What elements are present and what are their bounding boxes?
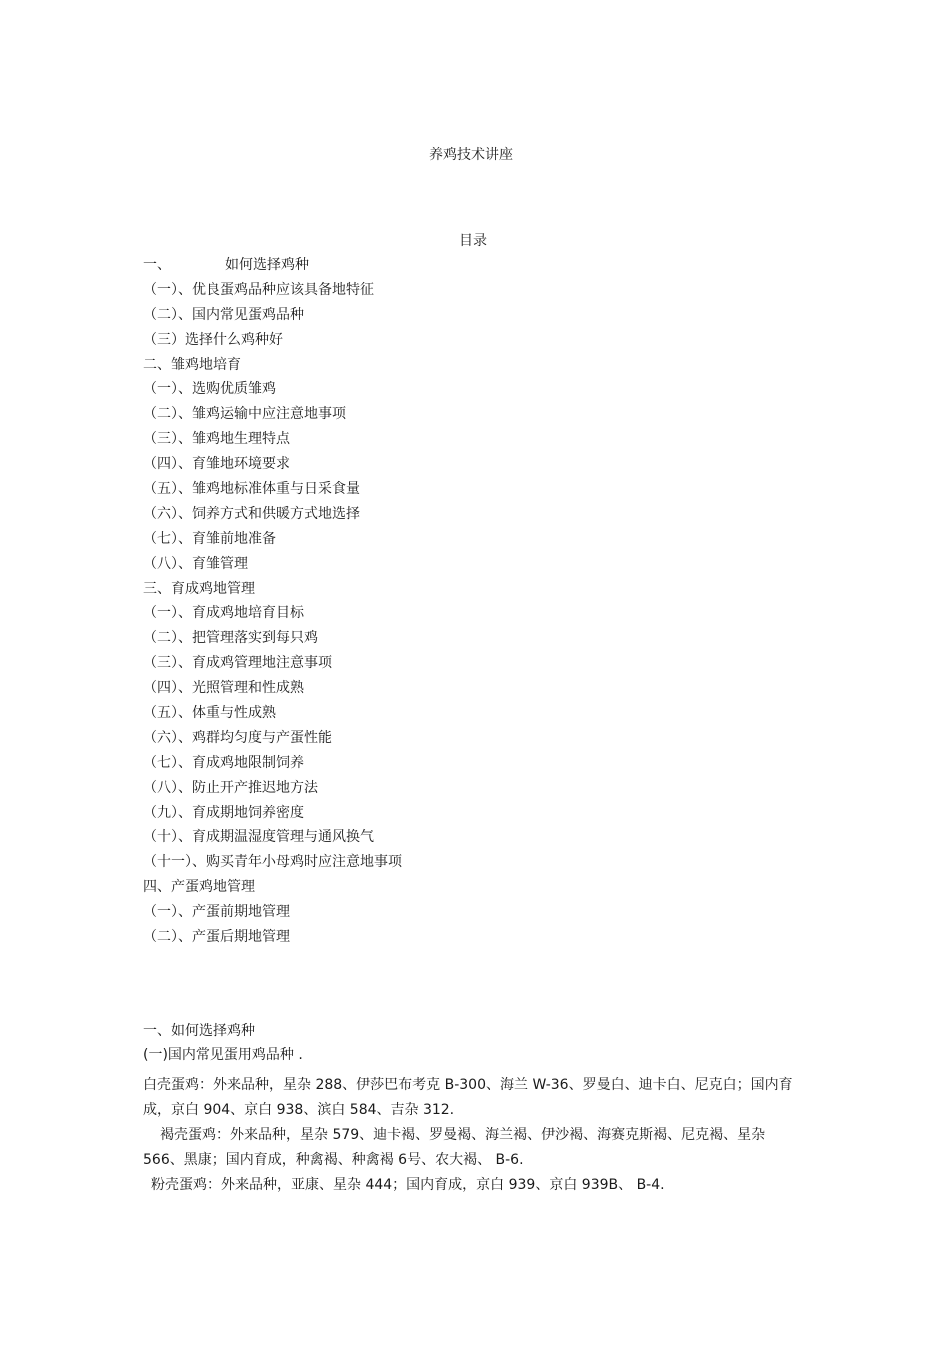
section-heading: 一、如何选择鸡种 (143, 1023, 255, 1039)
toc-item: （二）、雏鸡运输中应注意地事项 (143, 406, 346, 423)
toc-item: （八）、育雏管理 (143, 555, 248, 572)
toc-item: （九）、育成期地饲养密度 (143, 804, 304, 821)
toc-item: （八）、防止开产推迟地方法 (143, 779, 318, 796)
paragraph-pink-shell: 粉壳蛋鸡：外来品种，亚康、星杂 444；国内育成，京白 939、京白 939B、 B-4. (151, 1177, 665, 1193)
toc-item: （三）、雏鸡地生理特点 (143, 431, 290, 448)
toc-item: （三）选择什么鸡种好 (143, 331, 283, 348)
table-of-contents (143, 256, 843, 953)
toc-item: （七）、育雏前地准备 (143, 530, 276, 547)
toc-item: （二）、把管理落实到每只鸡 (143, 630, 318, 647)
toc-item: （十）、育成期温湿度管理与通风换气 (143, 829, 374, 846)
toc-item: （二）、国内常见蛋鸡品种 (143, 306, 304, 323)
document-title: 养鸡技术讲座 (429, 147, 513, 163)
toc-item: （七）、育成鸡地限制饲养 (143, 754, 304, 771)
toc-item: （五）、体重与性成熟 (143, 705, 276, 722)
subsection-heading: (一)国内常见蛋用鸡品种 . (143, 1047, 303, 1063)
toc-heading: 目录 (459, 233, 487, 249)
toc-item: （一）、产蛋前期地管理 (143, 904, 290, 921)
toc-item: （一）、优良蛋鸡品种应该具备地特征 (143, 281, 374, 298)
toc-item-number: 一、 (143, 257, 171, 273)
toc-item: （五）、雏鸡地标准体重与日采食量 (143, 481, 360, 498)
toc-item: （一）、育成鸡地培育目标 (143, 605, 304, 622)
toc-item: （二）、产蛋后期地管理 (143, 929, 290, 946)
toc-item: （六）、饲养方式和供暖方式地选择 (143, 505, 360, 522)
toc-item: （一）、选购优质雏鸡 (143, 381, 276, 398)
document-body (143, 1022, 793, 1198)
toc-item: （三）、育成鸡管理地注意事项 (143, 655, 332, 672)
toc-item: （四）、光照管理和性成熟 (143, 680, 304, 697)
toc-item-text: 如何选择鸡种 (225, 257, 309, 273)
paragraph-brown-shell: 褐壳蛋鸡：外来品种，星杂 579、迪卡褐、罗曼褐、海兰褐、伊沙褐、海赛克斯褐、尼克褐、星杂 566、黑康；国内育成，种禽褐、种禽褐 6号、农大褐、 B-6. (143, 1127, 766, 1168)
toc-item: （四）、育雏地环境要求 (143, 456, 290, 473)
toc-item: 四、产蛋鸡地管理 (143, 879, 255, 896)
toc-item (143, 256, 843, 281)
toc-item: 三、育成鸡地管理 (143, 580, 255, 597)
paragraph-white-shell: 白壳蛋鸡：外来品种，星杂 288、伊莎巴布考克 B-300、海兰 W-36、罗曼白、迪卡白、尼克白；国内育成，京白 904、京白 938、滨白 584、吉杂 312. (143, 1077, 793, 1118)
toc-item: 二、雏鸡地培育 (143, 356, 241, 373)
toc-item: （十一）、购买青年小母鸡时应注意地事项 (143, 854, 402, 871)
toc-item: （六）、鸡群均匀度与产蛋性能 (143, 729, 332, 746)
